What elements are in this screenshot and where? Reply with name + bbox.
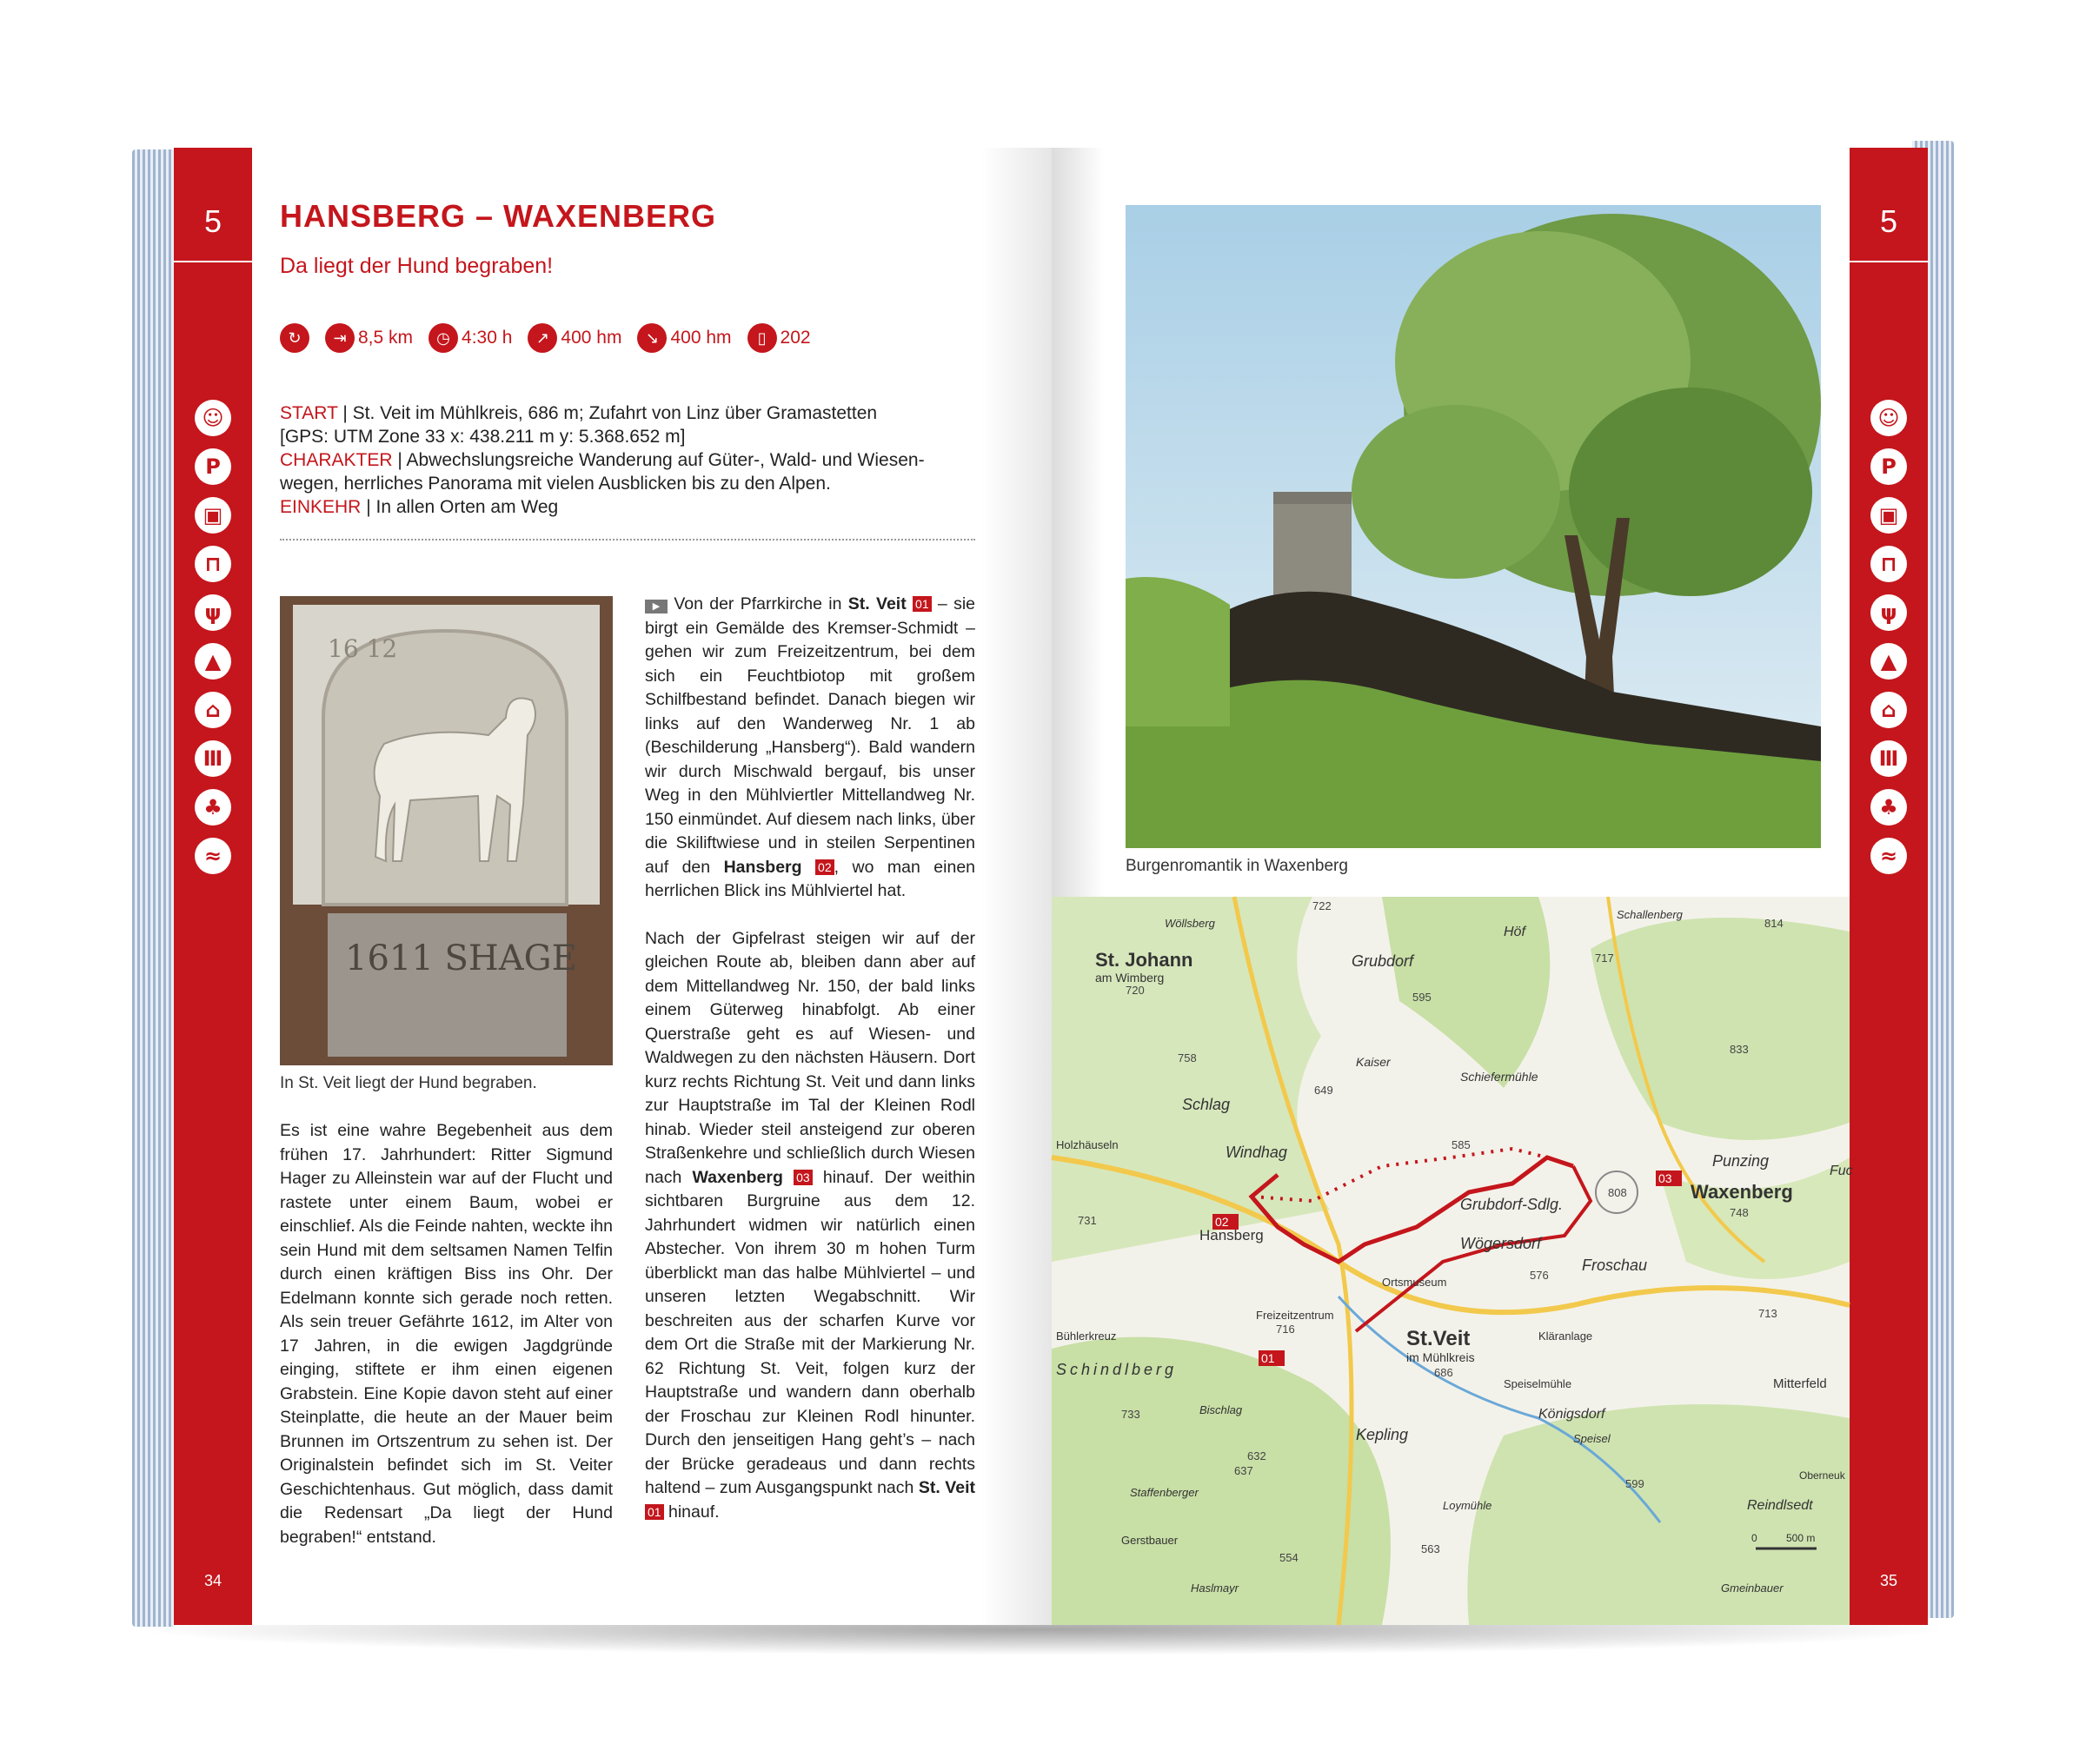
left-chapter-bar [174,148,252,1625]
stat-ascent: ↗ 400 hm [528,323,621,353]
castle-photo [1126,205,1821,848]
svg-text:Waxenberg: Waxenberg [1691,1181,1793,1203]
svg-text:St. Johann: St. Johann [1095,949,1193,971]
svg-text:563: 563 [1421,1542,1440,1555]
svg-text:758: 758 [1178,1051,1197,1064]
chapter-number: 5 [1850,182,1928,262]
svg-text:Hansberg: Hansberg [1199,1227,1264,1243]
svg-text:am Wimberg: am Wimberg [1095,971,1165,985]
svg-text:Wöllsberg: Wöllsberg [1165,917,1215,930]
route-info [280,401,975,519]
svg-text:Kepling: Kepling [1356,1426,1409,1443]
start-label: START [280,403,338,423]
svg-text:01: 01 [1261,1351,1275,1365]
svg-text:Gmeinbauer: Gmeinbauer [1721,1582,1784,1595]
dotted-divider [280,539,975,540]
kids-icon: ☺ [195,400,231,436]
svg-text:Schindlberg: Schindlberg [1056,1361,1178,1378]
stat-map-ref: ▯ 202 [747,323,811,353]
svg-text:Wögersdorf: Wögersdorf [1460,1235,1542,1252]
stat-time: ◷ 4:30 h [428,323,512,353]
side-icon-column [174,400,252,886]
svg-text:731: 731 [1078,1214,1097,1227]
svg-text:554: 554 [1279,1551,1299,1564]
summit-icon: ▲ [1870,643,1907,680]
stat-descent: ↘ 400 hm [637,323,731,353]
hut-icon: ⌂ [195,692,231,728]
svg-text:Bischlag: Bischlag [1199,1403,1243,1416]
route-map [1052,897,1853,1625]
chapter-number: 5 [174,182,252,262]
svg-text:576: 576 [1530,1269,1549,1282]
svg-text:Holzhäuseln: Holzhäuseln [1056,1138,1119,1151]
restaurant-icon: ψ [195,594,231,631]
svg-text:Ortsmuseum: Ortsmuseum [1382,1276,1447,1289]
bus-icon: ▣ [1870,497,1907,534]
stone-inscription: 1611 SHAGE [345,938,577,978]
svg-text:Freizeitzentrum: Freizeitzentrum [1256,1309,1334,1322]
gps-text: [GPS: UTM Zone 33 x: 438.211 m y: 5.368.652 m] [280,427,686,447]
bus-icon: ▣ [195,497,231,534]
svg-text:716: 716 [1276,1323,1295,1336]
map-icon: ▯ [747,323,777,353]
svg-text:Fuc: Fuc [1830,1164,1853,1178]
waypoint-marker: 01 [913,596,932,612]
svg-text:733: 733 [1121,1408,1140,1421]
svg-text:03: 03 [1658,1171,1672,1185]
svg-text:585: 585 [1452,1138,1471,1151]
einkehr-text: | In allen Orten am Weg [361,497,559,517]
start-text: | St. Veit im Mühlkreis, 686 m; Zufahrt von Linz über Gramastetten [337,403,878,423]
svg-text:748: 748 [1730,1206,1749,1219]
svg-text:713: 713 [1758,1307,1777,1320]
svg-text:808: 808 [1608,1186,1627,1199]
waypoint-marker: 01 [645,1504,664,1520]
svg-text:im Mühlkreis: im Mühlkreis [1406,1350,1475,1364]
waypoint-marker: 03 [794,1170,813,1185]
svg-text:Froschau: Froschau [1582,1257,1648,1274]
dog-relief-photo [280,596,613,1065]
svg-text:Schallenberg: Schallenberg [1617,908,1683,921]
svg-text:Höf: Höf [1504,925,1525,939]
svg-text:833: 833 [1730,1043,1749,1056]
route-description: ▶ Von der Pfarrkirche in St. Veit 01 – sie birgt ein Gemälde des Kremser-Schmidt – gehen wir zum Freizeitzentrum, bei dem sich ein Feuchtbiotop mit großem Schilfbestand befindet. Danach biegen wir links auf den Wanderweg Nr. 1 ab (Beschilderung „Hansberg“). Bald wandern wir durch Mischwald bergauf, bis unser Weg in den Mühlviertler Mittellandweg Nr. 150 einmündet. Auf diesem nach links, über die Skiliftwiese und in steilen Serpentinen auf den Hansberg 02 , wo man einen herrlichen Blick ins Mühlviertel hat. Nach der Gipfelrast steigen wir auf der gleichen Route ab, bleiben dann aber auf dem Mittellandweg Nr. 150, der bald links einem Güterweg hinabfolgt. Ab einer Querstraße geht es auf Wiesen- und Waldwegen zu den nächsten Häusern. Dort kurz rechts Richtung St. Veit und dann links zur Hauptstraße im Tal der Kleinen Rodl hinab. Wieder steil ansteigend zur oberen Straßenkehre und schließlich durch Wiesen nach Waxenberg 03 hinauf. Der weithin sichtbaren Burgruine aus dem 12. Jahrhundert widmen wir natürlich einen Abstecher. Von ihrem 30 m hohen Turm überblickt man das halbe Mühlviertel – und unseren letzten Wegabschnitt. Wir beschreiten aus der scharfen Kurve vor dem Ort die Straße mit der Markierung Nr. 62 Richtung St. Veit, folgen kurz der Hauptstraße und wandern dann oberhalb der Froschau zur Kleinen Rodl hinunter. Durch den jenseitigen Hang geht’s – nach der Brücke geradeaus und dann rechts haltend – zum Ausgangspunkt nach St. Veit 01 hinauf. [645,594,976,1522]
swimming-icon: ≈ [1870,838,1907,874]
side-icon-column [1850,400,1928,886]
svg-text:Schlag: Schlag [1182,1096,1231,1113]
svg-text:Loymühle: Loymühle [1443,1499,1492,1512]
descent-icon: ↘ [637,323,667,353]
svg-text:814: 814 [1764,917,1784,930]
photo1-caption: In St. Veit liegt der Hund begraben. [280,1074,537,1092]
cable-car-icon: ⊓ [195,546,231,582]
svg-text:500 m: 500 m [1786,1532,1816,1544]
page-number-left: 34 [203,1572,223,1589]
svg-text:686: 686 [1434,1366,1453,1379]
parking-icon: P [1870,448,1907,485]
page-edges-left [132,149,174,1627]
charakter-label: CHARAKTER [280,450,393,470]
photo2-caption: Burgenromantik in Waxenberg [1126,857,1348,875]
svg-text:Reindlsedt: Reindlsedt [1747,1498,1813,1513]
svg-text:632: 632 [1247,1449,1266,1462]
svg-text:16 12: 16 12 [328,634,398,663]
parking-icon: P [195,448,231,485]
svg-text:02: 02 [1215,1215,1229,1229]
stat-distance: ⇥ 8,5 km [325,323,413,353]
svg-text:Grubdorf: Grubdorf [1352,952,1414,970]
right-chapter-bar [1850,148,1928,1625]
svg-text:Schiefermühle: Schiefermühle [1460,1070,1538,1084]
svg-text:Gerstbauer: Gerstbauer [1121,1534,1179,1547]
loop-icon: ↻ [280,323,309,353]
kids-icon: ☺ [1870,400,1907,436]
svg-text:Punzing: Punzing [1712,1152,1770,1170]
route-title: HANSBERG – WAXENBERG [280,198,717,234]
svg-text:595: 595 [1412,991,1432,1004]
svg-text:Windhag: Windhag [1226,1144,1287,1161]
route-stats [280,323,811,353]
museum-icon: Ⅲ [195,740,231,777]
route-subtitle: Da liegt der Hund begraben! [280,254,554,278]
svg-text:717: 717 [1595,952,1614,965]
charakter-text: | Abwechslungsreiche Wanderung auf Güter-, Wald- und Wiesen-wegen, herrliches Panorama mit vielen Ausblicken bis zu den Alpen. [280,450,925,494]
svg-text:599: 599 [1625,1477,1644,1490]
forest-icon: ♣ [195,789,231,826]
svg-text:637: 637 [1234,1464,1253,1477]
cable-car-icon: ⊓ [1870,546,1907,582]
svg-text:722: 722 [1312,899,1332,912]
svg-text:Grubdorf-Sdlg.: Grubdorf-Sdlg. [1460,1196,1564,1213]
page-number-right: 35 [1879,1572,1898,1589]
swimming-icon: ≈ [195,838,231,874]
ascent-icon: ↗ [528,323,557,353]
svg-text:720: 720 [1126,984,1145,997]
svg-text:Königsdorf: Königsdorf [1538,1407,1605,1422]
waypoint-marker: 02 [815,859,834,875]
svg-text:Speiselmühle: Speiselmühle [1504,1377,1572,1390]
clock-icon: ◷ [428,323,458,353]
story-text: Es ist eine wahre Begebenheit aus dem frühen 17. Jahrhundert: Ritter Sigmund Hager zu Alleinstein war auf der Flucht und rastete unter einem Baum, wobei er einschlief. Als die Feinde nahten, weckte ihn sein Hund mit dem seltsamen Namen Telfin durch einen kräftigen Biss ins Ohr. Der Edelmann konnte sich gerade noch retten. Als sein treuer Gefährte 1612, im Alter von 17 Jahren, in die ewigen Jagdgründe einging, stiftete er ihm einen eigenen Grabstein. Eine Kopie davon steht auf einer Steinplatte, die heute an der Mauer beim Brunnen im Ortszentrum zu sehen ist. Der Originalstein befindet sich im St. Veiter Geschichtenhaus. Gut möglich, dass damit die Redensart „Da liegt der Hund begraben!“ entstand. [280,1121,613,1547]
svg-text:Staffenberger: Staffenberger [1130,1486,1199,1499]
hut-icon: ⌂ [1870,692,1907,728]
forest-icon: ♣ [1870,789,1907,826]
svg-text:Haslmayr: Haslmayr [1191,1582,1239,1595]
svg-text:0: 0 [1751,1532,1757,1544]
summit-icon: ▲ [195,643,231,680]
signpost-icon: ⇥ [325,323,355,353]
museum-icon: Ⅲ [1870,740,1907,777]
svg-text:Speisel: Speisel [1573,1432,1611,1445]
svg-text:Bühlerkreuz: Bühlerkreuz [1056,1330,1117,1343]
svg-text:Kläranlage: Kläranlage [1538,1330,1593,1343]
einkehr-label: EINKEHR [280,497,362,517]
restaurant-icon: ψ [1870,594,1907,631]
svg-text:649: 649 [1314,1084,1333,1097]
svg-text:St.Veit: St.Veit [1406,1327,1471,1350]
svg-text:Kaiser: Kaiser [1356,1055,1391,1069]
svg-text:Oberneuk: Oberneuk [1799,1469,1845,1482]
play-icon: ▶ [645,600,668,613]
svg-text:Mitterfeld: Mitterfeld [1773,1376,1827,1391]
